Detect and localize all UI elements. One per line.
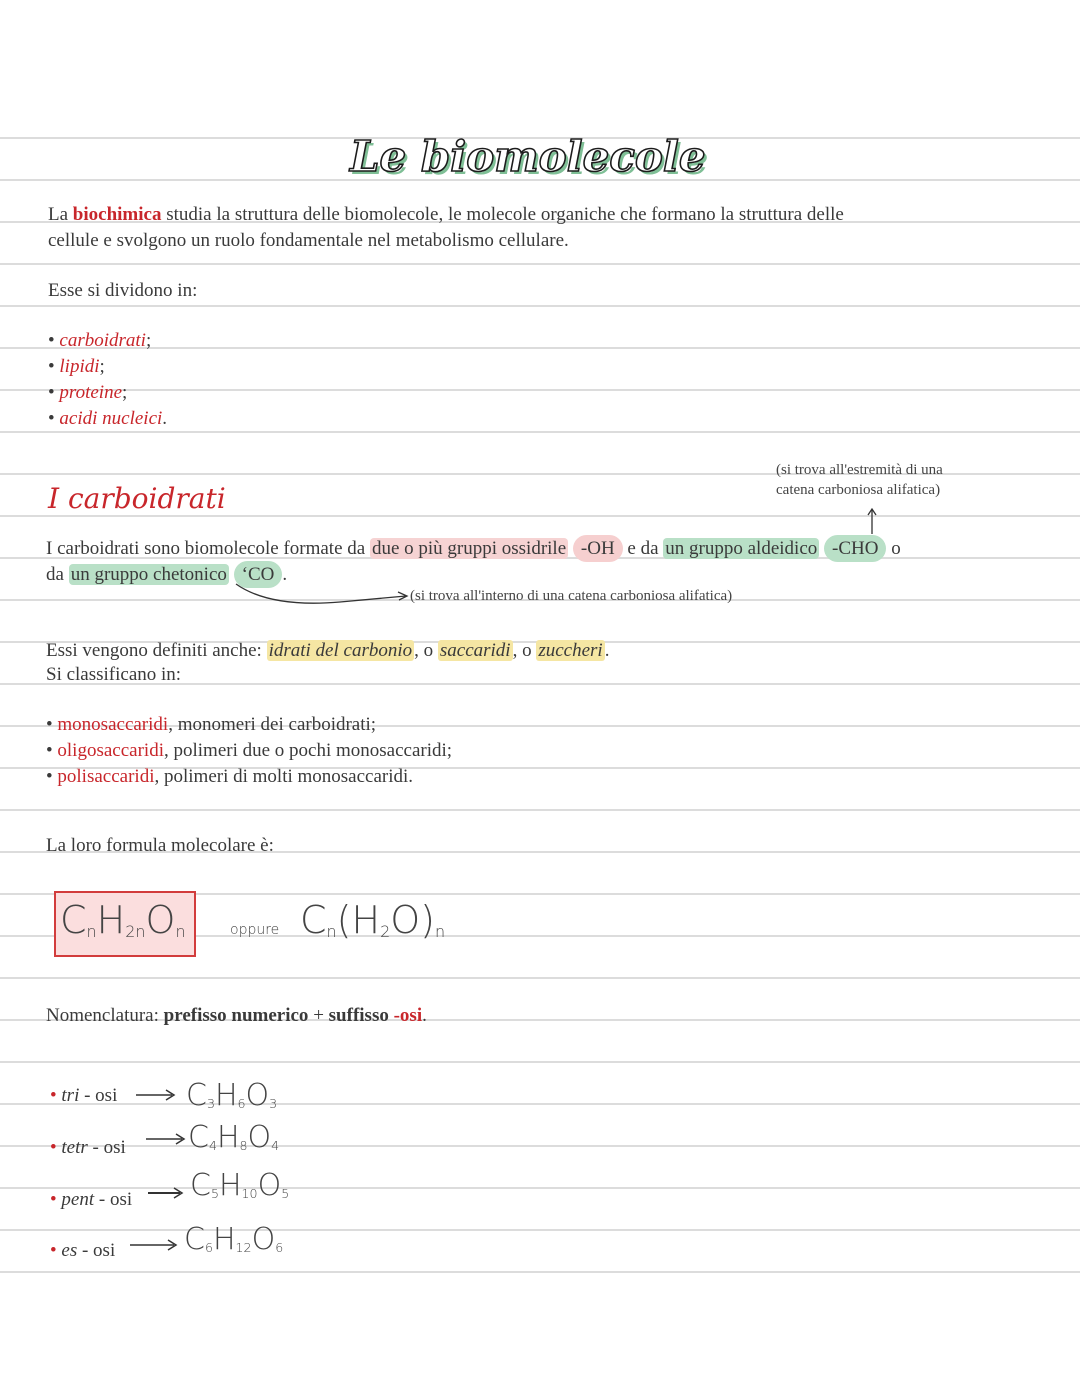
nomenclature-end: . [422, 1005, 427, 1026]
o-count: 5 [281, 1186, 290, 1202]
h-count: 10 [241, 1186, 258, 1202]
h-count: 8 [239, 1138, 248, 1154]
h-count: 6 [237, 1096, 246, 1112]
class-desc: , monomeri dei carboidrati; [168, 714, 377, 735]
highlight-ossidrile: due o più gruppi ossidrile [371, 538, 567, 559]
nomenclature-prefix: prefisso numerico [163, 1005, 309, 1026]
o-count: 3 [269, 1096, 278, 1112]
example-prefix: es [61, 1240, 78, 1261]
nomenclature-label: Nomenclatura: [46, 1005, 164, 1026]
bullet: • [50, 1240, 57, 1261]
nomenclature-suffix: suffisso [328, 1005, 389, 1026]
note-top-line-2: catena carboniosa alifatica) [776, 482, 941, 498]
bullet: • [48, 382, 55, 403]
also-end: . [604, 640, 610, 661]
list-end: ; [122, 382, 128, 403]
example-suffix: - osi [94, 1189, 133, 1210]
def-text: o [886, 538, 901, 559]
bullet: • [48, 408, 55, 429]
list-term: carboidrati [59, 330, 146, 351]
def-text: da [46, 564, 69, 585]
highlight-chetonico: un gruppo chetonico [70, 564, 227, 585]
curved-arrow-icon [230, 580, 420, 610]
example-formula: $C_3H_6O_3$ [186, 1078, 278, 1113]
bullet: • [50, 1085, 57, 1106]
class-item [46, 764, 413, 790]
arrow-right-icon [134, 1088, 178, 1102]
bullet: • [46, 740, 53, 761]
h-count: 12 [235, 1240, 252, 1256]
divide-text: Esse si dividono in: [48, 280, 198, 301]
note-top-line-1: (si trova all'estremità di una [776, 462, 943, 478]
also-sep: , o [414, 640, 438, 661]
co-group: ‘CO [234, 561, 283, 588]
c-count: 3 [206, 1096, 215, 1112]
synonym-3: zuccheri [538, 640, 603, 661]
o-count: 6 [275, 1240, 284, 1256]
example-row [50, 1238, 115, 1264]
list-end: ; [145, 330, 152, 351]
def-text: . [282, 564, 288, 585]
bullet: • [48, 330, 55, 351]
class-term: oligosaccaridi [57, 740, 164, 761]
co-text: CO [247, 564, 275, 585]
example-formula: $C_4H_8O_4$ [188, 1120, 280, 1155]
list-item [48, 328, 151, 354]
also-sep: , o [512, 640, 537, 661]
list-term: lipidi [59, 356, 100, 377]
synonym-2: saccaridi [439, 640, 511, 661]
list-end: . [162, 408, 168, 429]
example-suffix: - osi [79, 1085, 118, 1106]
definition-line-1 [46, 536, 901, 562]
example-row [50, 1187, 132, 1213]
class-term: polisaccaridi [57, 766, 155, 787]
def-text: e da [622, 538, 664, 559]
example-suffix: - osi [77, 1240, 116, 1261]
formula-intro: La loro formula molecolare è: [46, 835, 274, 856]
example-row [50, 1083, 117, 1109]
list-item [48, 354, 105, 380]
general-formula: $C_nH_{2n}O_n$ [60, 898, 186, 942]
intro-line-1 [48, 202, 844, 228]
example-formula: $C_5H_{10}O_5$ [190, 1168, 290, 1203]
bullet: • [48, 356, 55, 377]
page-title: Le biomolecole [350, 132, 706, 181]
arrow-right-icon [128, 1238, 180, 1252]
def-text: I carboidrati sono biomolecole formate da [46, 538, 370, 559]
classify-line: Si classificano in: [46, 664, 182, 685]
example-suffix: - osi [87, 1137, 126, 1158]
arrow-up-icon [862, 506, 882, 536]
also-called-line [46, 638, 609, 664]
c-count: 5 [210, 1186, 219, 1202]
class-item [46, 712, 376, 738]
list-term: acidi nucleici [59, 408, 163, 429]
example-prefix: tetr [61, 1137, 88, 1158]
alt-formula: $C_n(H_2O)_n$ [300, 898, 446, 942]
class-desc: , polimeri di molti monosaccaridi. [154, 766, 414, 787]
oppure-text: oppure [230, 922, 280, 938]
list-item [48, 380, 127, 406]
c-count: 6 [204, 1240, 213, 1256]
synonym-1: idrati del carbonio [268, 640, 413, 661]
nomenclature-osi: -osi [393, 1005, 423, 1026]
intro-text-rest: studia la struttura delle biomolecole, le molecole organiche che formano la struttura delle [161, 204, 844, 225]
bullet: • [50, 1189, 57, 1210]
nomenclature-plus: + [308, 1005, 329, 1026]
bullet: • [46, 766, 53, 787]
example-formula: $C_6H_{12}O_6$ [184, 1222, 284, 1257]
class-term: monosaccaridi [57, 714, 169, 735]
intro-text-start: La [48, 204, 73, 225]
cho-group: -CHO [824, 535, 886, 562]
arrow-right-icon [146, 1186, 186, 1200]
class-item [46, 738, 452, 764]
highlight-aldeidico: un gruppo aldeidico [665, 538, 818, 559]
c-count: 4 [208, 1138, 217, 1154]
biochimica-term: biochimica [72, 204, 162, 225]
example-prefix: pent [61, 1189, 95, 1210]
list-end: ; [99, 356, 105, 377]
intro-line-2: cellule e svolgono un ruolo fondamentale nel metabolismo cellulare. [48, 230, 569, 251]
oh-group: -OH [573, 535, 623, 562]
bullet: • [46, 714, 53, 735]
example-prefix: tri [61, 1085, 80, 1106]
nomenclature-line [46, 1003, 427, 1029]
example-row [50, 1135, 126, 1161]
class-desc: , polimeri due o pochi monosaccaridi; [163, 740, 453, 761]
list-item [48, 406, 167, 432]
arrow-right-icon [144, 1132, 188, 1146]
o-count: 4 [271, 1138, 280, 1154]
note-bottom: (si trova all'interno di una catena carboniosa alifatica) [410, 588, 733, 604]
bullet: • [50, 1137, 57, 1158]
section-heading-carboidrati: I carboidrati [48, 482, 226, 515]
also-text: Essi vengono definiti anche: [46, 640, 267, 661]
list-term: proteine [59, 382, 123, 403]
